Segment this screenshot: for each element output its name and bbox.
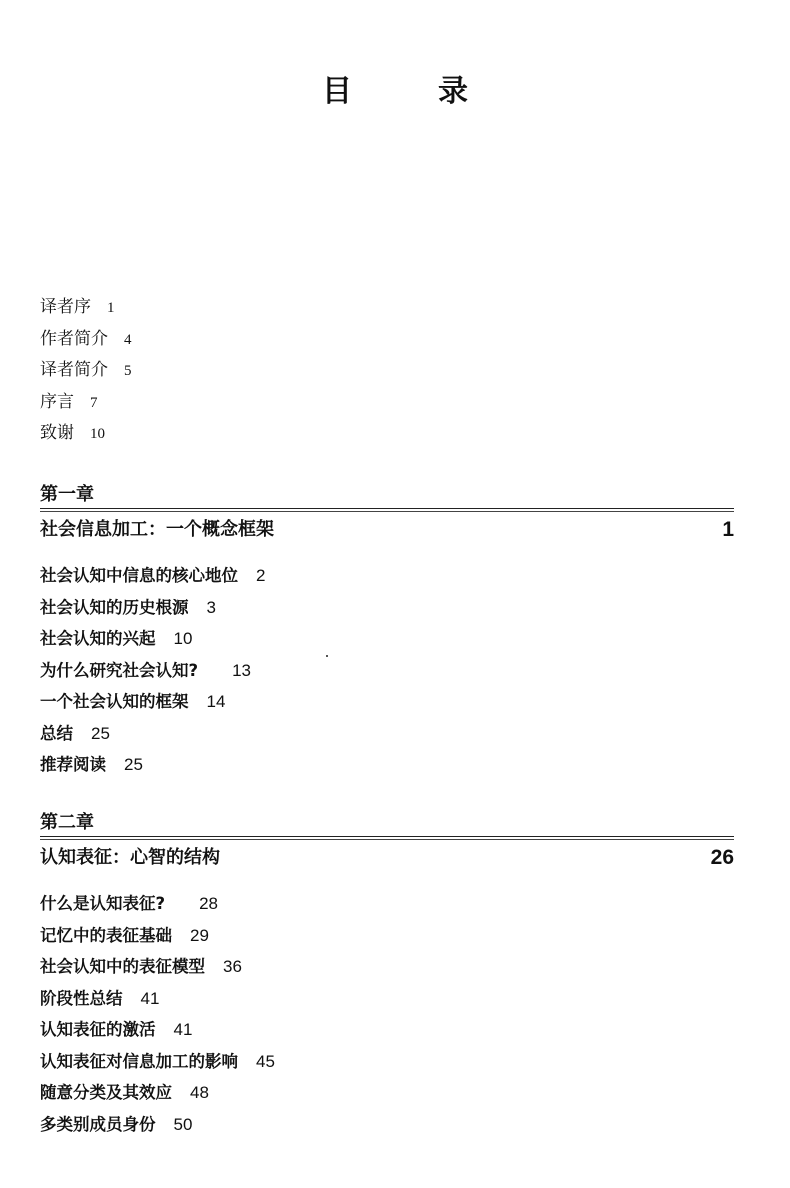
chapter-heading[interactable] — [40, 839, 734, 876]
entry-page: 29 — [190, 925, 209, 945]
chapter-heading[interactable] — [40, 511, 734, 548]
entry-title: 社会认知的历史根源 — [40, 597, 189, 617]
toc-entry[interactable] — [40, 920, 734, 952]
entry-title: 多类别成员身份 — [40, 1114, 156, 1134]
toc-entry[interactable] — [40, 718, 734, 750]
front-matter-label: 致谢 — [40, 423, 74, 443]
front-matter-label: 序言 — [40, 391, 74, 412]
entry-title: 总结 — [40, 723, 73, 743]
entry-page: 2 — [256, 566, 266, 585]
toc-entry[interactable] — [40, 983, 734, 1015]
toc-entry[interactable] — [40, 623, 734, 655]
toc-entry[interactable] — [40, 749, 734, 781]
chapter-entries — [40, 888, 734, 1140]
chapter-label: 第二章 — [40, 810, 734, 837]
entry-page: 41 — [140, 988, 160, 1008]
toc-entry[interactable] — [40, 686, 734, 718]
entry-page: 25 — [124, 755, 143, 774]
front-matter-label: 译者序 — [40, 297, 91, 317]
print-speck — [326, 655, 328, 657]
entry-title: 认知表征的激活 — [40, 1020, 156, 1039]
entry-page: 36 — [223, 957, 242, 976]
front-matter-label: 作者简介 — [40, 328, 108, 349]
entry-page: 14 — [206, 692, 226, 711]
entry-page: 45 — [256, 1051, 275, 1071]
front-matter-item[interactable] — [40, 355, 740, 387]
toc-entry[interactable] — [40, 1077, 734, 1109]
entry-title: 社会认知中信息的核心地位 — [40, 566, 238, 585]
entry-page: 50 — [173, 1114, 193, 1134]
entry-page: 13 — [232, 660, 251, 680]
chapter-title: 认知表征：心智的结构 — [40, 847, 220, 868]
entry-title: 记忆中的表征基础 — [40, 925, 172, 945]
entry-title: 一个社会认知的框架 — [40, 692, 189, 711]
front-matter-item[interactable] — [40, 387, 740, 419]
entry-page: 25 — [91, 723, 110, 743]
entry-title: 推荐阅读 — [40, 755, 106, 774]
toc-entry[interactable] — [40, 560, 734, 592]
entry-title: 什么是认知表征? — [40, 894, 166, 913]
entry-title: 认知表征对信息加工的影响 — [40, 1051, 238, 1071]
entry-title: 社会认知的兴起 — [40, 629, 156, 648]
toc-entry[interactable] — [40, 888, 734, 920]
front-matter-page: 5 — [124, 363, 132, 379]
toc-entry[interactable] — [40, 1109, 734, 1141]
toc-entry[interactable] — [40, 655, 734, 687]
entry-page: 41 — [173, 1020, 193, 1039]
front-matter-page: 10 — [90, 426, 105, 442]
entry-title: 随意分类及其效应 — [40, 1083, 172, 1102]
front-matter-item[interactable] — [40, 292, 740, 324]
entry-title: 阶段性总结 — [40, 988, 123, 1008]
front-matter-item[interactable] — [40, 324, 740, 356]
entry-page: 28 — [199, 894, 218, 913]
front-matter-page: 7 — [90, 394, 98, 411]
front-matter-page: 1 — [107, 300, 115, 316]
chapter-page-number: 26 — [710, 846, 734, 869]
toc-title: 目 录 — [322, 74, 496, 109]
chapter-entries — [40, 560, 734, 781]
entry-page: 3 — [206, 597, 216, 617]
toc-entry[interactable] — [40, 1014, 734, 1046]
front-matter-label: 译者简介 — [40, 360, 108, 380]
entry-page: 10 — [173, 629, 193, 648]
front-matter-list — [40, 292, 740, 450]
front-matter-item[interactable] — [40, 418, 740, 450]
toc-entry[interactable] — [40, 1046, 734, 1078]
chapter-page-number: 1 — [722, 518, 734, 541]
entry-title: 社会认知中的表征模型 — [40, 957, 205, 976]
toc-entry[interactable] — [40, 592, 734, 624]
chapter-2-section — [40, 810, 734, 1140]
chapter-1-section — [40, 482, 734, 781]
entry-page: 48 — [190, 1083, 209, 1102]
chapter-label: 第一章 — [40, 482, 734, 509]
entry-title: 为什么研究社会认知? — [40, 660, 199, 680]
front-matter-page: 4 — [124, 331, 132, 348]
toc-entry[interactable] — [40, 951, 734, 983]
chapter-title: 社会信息加工：一个概念框架 — [40, 519, 274, 540]
